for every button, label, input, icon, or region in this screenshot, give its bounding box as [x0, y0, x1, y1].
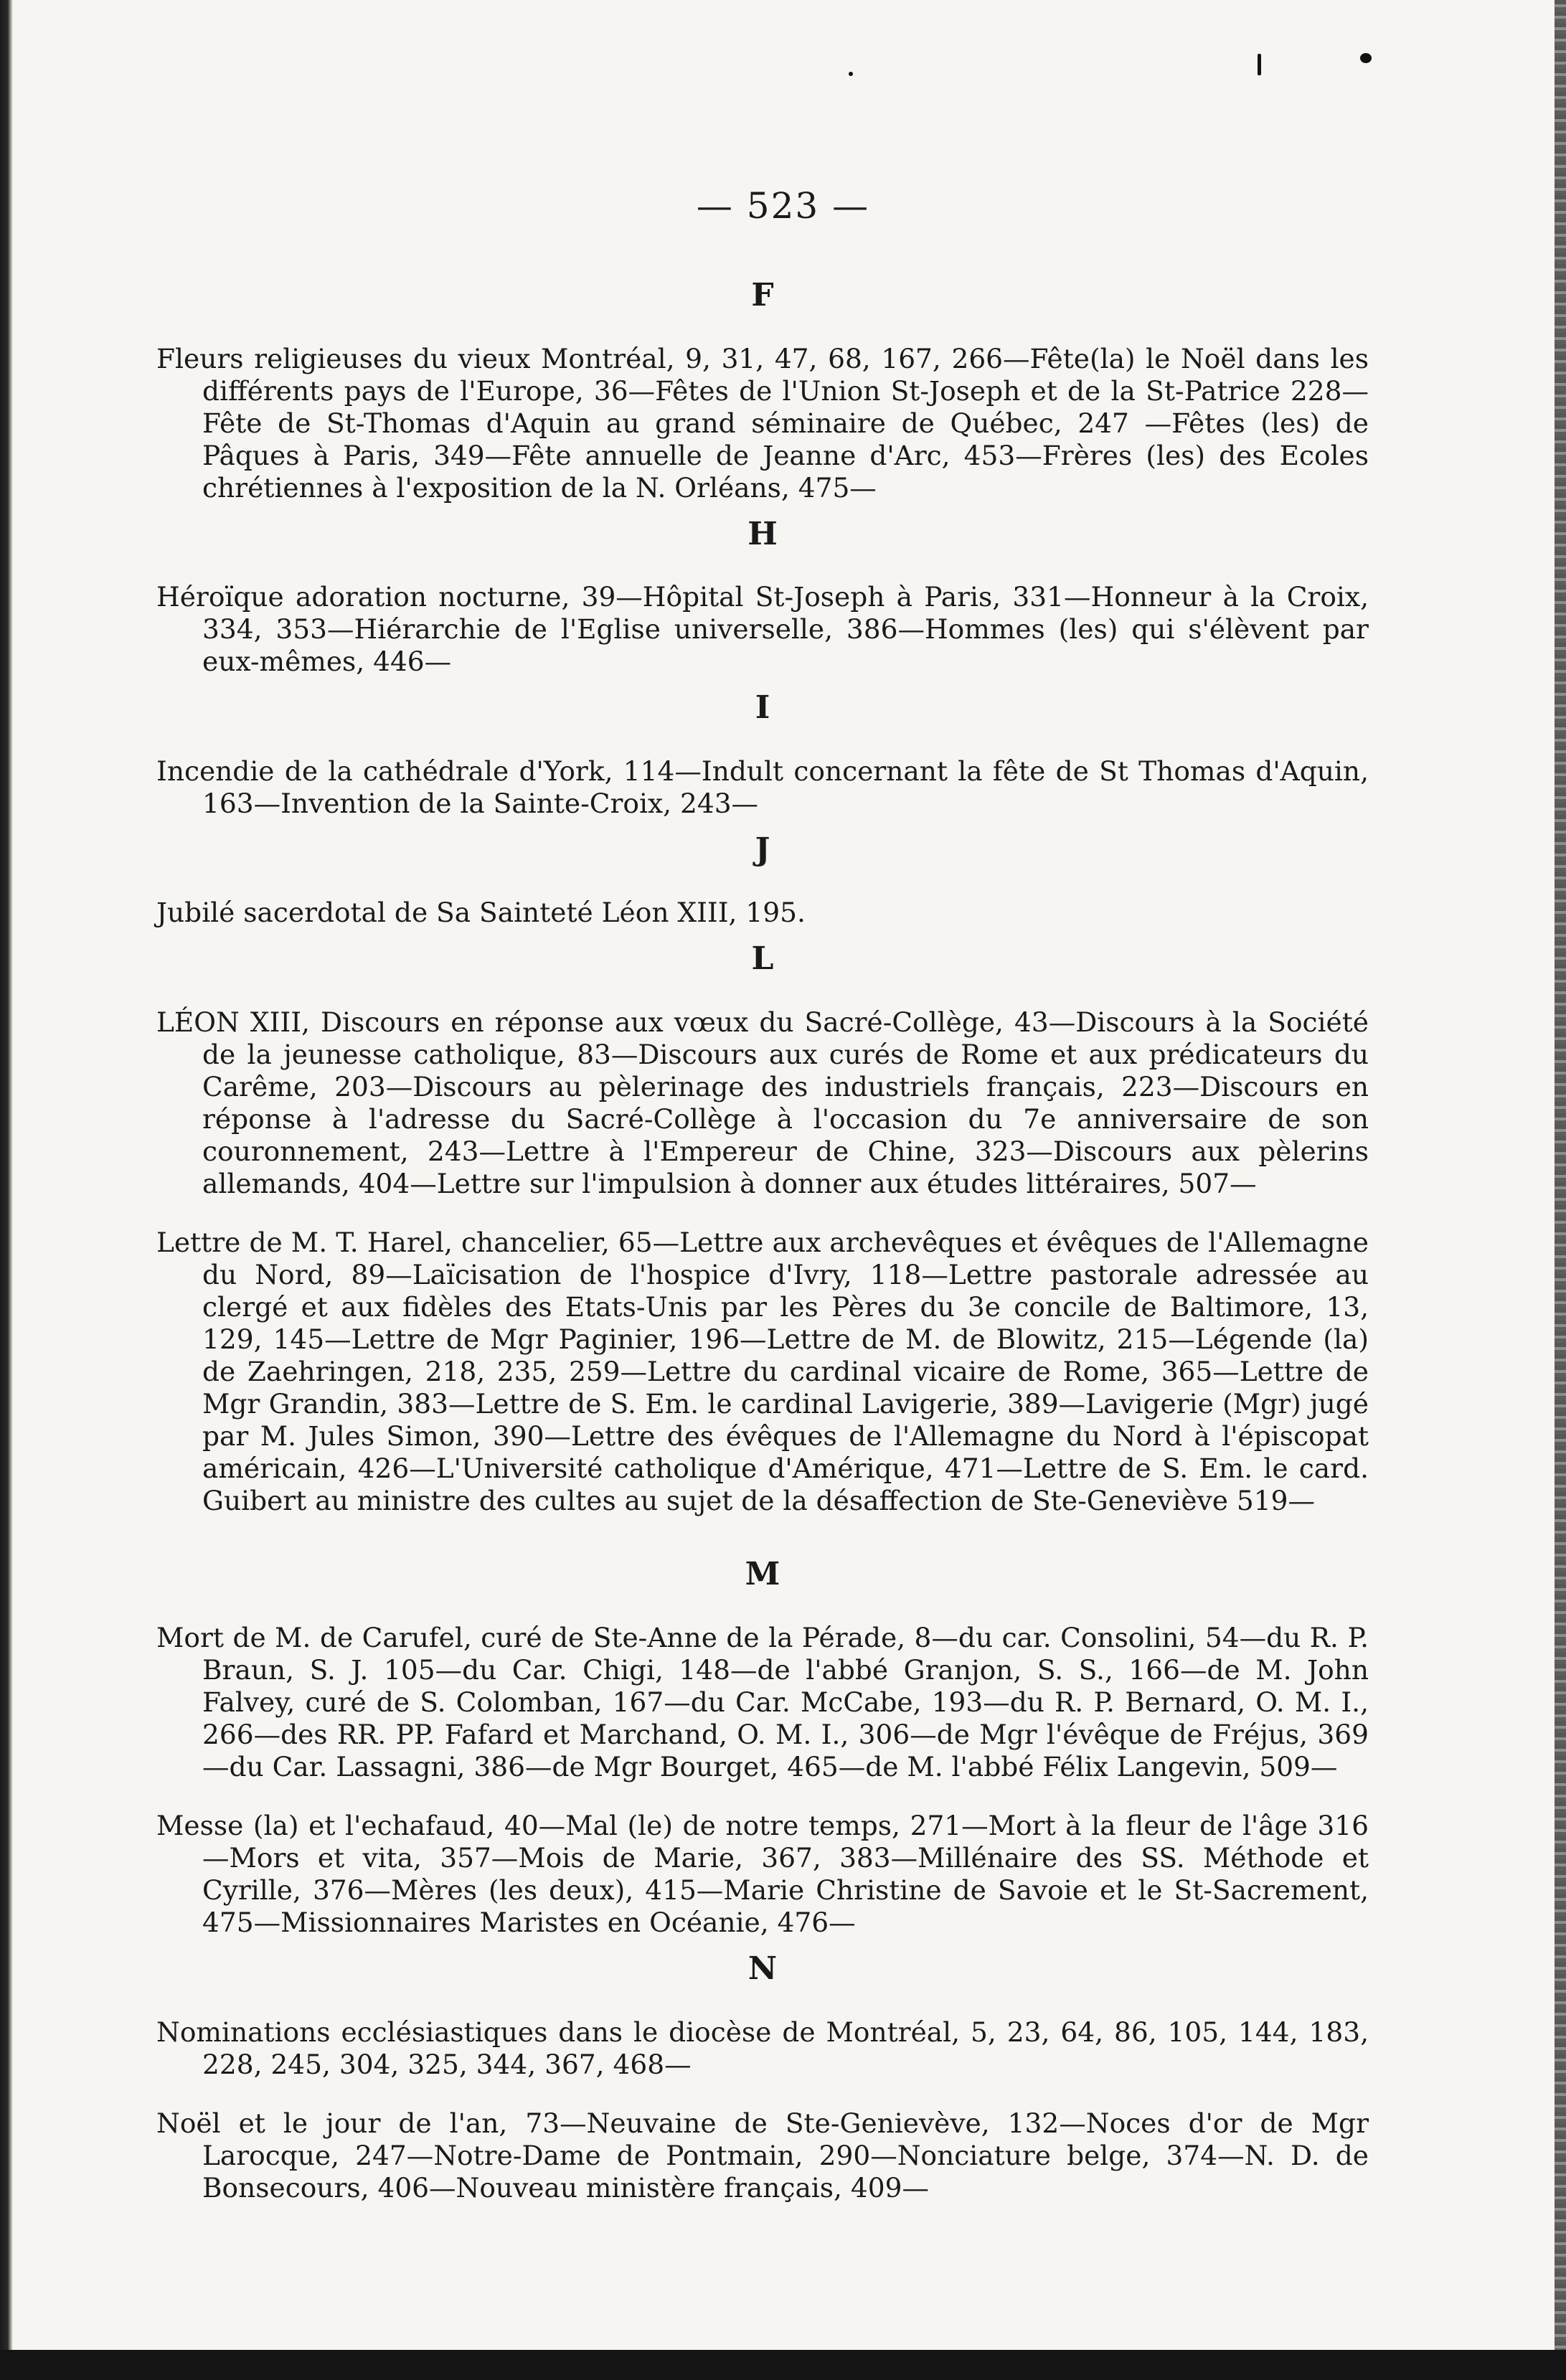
ink-speck	[1258, 54, 1261, 75]
section-i	[156, 688, 1369, 820]
section-spacer	[156, 1520, 1369, 1544]
section-letter: N	[747, 1950, 778, 1987]
index-entry: Incendie de la cathédrale d'York, 114—Indult concernant la fête de St Thomas d'Aquin, 163—Invention de la Sainte-Croix, 243—	[156, 755, 1369, 819]
index-body	[156, 265, 1369, 2207]
index-entry: Héroïque adoration nocturne, 39—Hôpital St-Joseph à Paris, 331—Honneur à la Croix, 334, 353—Hiérarchie de l'Eglise universelle, 386—Hommes (les) qui s'élèvent par eux-mêmes, 446—	[156, 581, 1369, 677]
index-entry: Lettre de M. T. Harel, chancelier, 65—Lettre aux archevêques et évêques de l'Allemagne du Nord, 89—Laïcisation de l'hospice d'Ivry, 118—Lettre pastorale adressée au clergé et aux fidèles des Etats-Unis par les Pères du 3e concile de Baltimore, 13, 129, 145—Lettre de Mgr Paginier, 196—Lettre de M. de Blowitz, 215—Légende (la) de Zaehringen, 218, 235, 259—Lettre du cardinal vicaire de Rome, 365—Lettre de Mgr Grandin, 383—Lettre de S. Em. le cardinal Lavigerie, 389—Lavigerie (Mgr) jugé par M. Jules Simon, 390—Lettre des évêques de l'Allemagne du Nord à l'épiscopat américain, 426—L'Université catholique d'Amérique, 471—Lettre de S. Em. le card. Guibert au ministre des cultes au sujet de la désaffection de Ste-Geneviève 519—	[156, 1227, 1369, 1516]
section-n	[156, 1949, 1369, 2204]
index-entry: LÉON XIII, Discours en réponse aux vœux du Sacré-Collège, 43—Discours à la Société de la jeunesse catholique, 83—Discours aux curés de Rome et aux prédicateurs du Carême, 203—Discours au pèlerinage des industriels français, 223—Discours en réponse à l'adresse du Sacré-Collège à l'occasion du 7e anniversaire de son couronnement, 243—Lettre à l'Empereur de Chine, 323—Discours aux pèlerins allemands, 404—Lettre sur l'impulsion à donner aux études littéraires, 507—	[156, 1006, 1369, 1199]
section-l	[156, 939, 1369, 1517]
section-j	[156, 830, 1369, 930]
section-f	[156, 275, 1369, 504]
right-scan-edge	[1555, 0, 1566, 2380]
section-h	[156, 514, 1369, 679]
ink-speck	[849, 72, 853, 76]
section-letter: J	[755, 831, 770, 868]
section-letter: F	[751, 277, 774, 313]
index-entry: Mort de M. de Carufel, curé de Ste-Anne de la Pérade, 8—du car. Consolini, 54—du R. P. Braun, S. J. 105—du Car. Chigi, 148—de l'abbé Granjon, S. S., 166—de M. John Falvey, curé de S. Colomban, 167—du Car. McCabe, 193—du R. P. Bernard, O. M. I., 266—des RR. PP. Fafard et Marchand, O. M. I., 306—de Mgr l'évêque de Fréjus, 369—du Car. Lassagni, 386—de Mgr Bourget, 465—de M. l'abbé Félix Langevin, 509—	[156, 1621, 1369, 1782]
section-m	[156, 1520, 1369, 1939]
bottom-scan-edge	[0, 2350, 1566, 2380]
index-entry: Fleurs religieuses du vieux Montréal, 9, 31, 47, 68, 167, 266—Fête(la) le Noël dans les différents pays de l'Europe, 36—Fêtes de l'Union St-Joseph et de la St-Patrice 228—Fête de St-Thomas d'Aquin au grand séminaire de Québec, 247 —Fêtes (les) de Pâques à Paris, 349—Fête annuelle de Jeanne d'Arc, 453—Frères (les) des Ecoles chrétiennes à l'exposition de la N. Orléans, 475—	[156, 342, 1369, 504]
ink-speck	[1360, 53, 1372, 63]
index-entry: Messe (la) et l'echafaud, 40—Mal (le) de notre temps, 271—Mort à la fleur de l'âge 316—Mors et vita, 357—Mois de Marie, 367, 383—Millénaire des SS. Méthode et Cyrille, 376—Mères (les deux), 415—Marie Christine de Savoie et le St-Sacrement, 475—Missionnaires Maristes en Océanie, 476—	[156, 1810, 1369, 1938]
left-scan-edge	[0, 0, 13, 2380]
index-entry: Jubilé sacerdotal de Sa Sainteté Léon XIII, 195.	[156, 897, 806, 928]
index-entry: Nominations ecclésiastiques dans le diocèse de Montréal, 5, 23, 64, 86, 105, 144, 183, 228, 245, 304, 325, 344, 367, 468—	[156, 2016, 1369, 2080]
section-letter: L	[751, 940, 774, 977]
section-letter: I	[755, 689, 770, 726]
page-number: — 523 —	[696, 185, 870, 227]
section-letter: M	[745, 1556, 780, 1592]
index-entry: Noël et le jour de l'an, 73—Neuvaine de Ste-Genievève, 132—Noces d'or de Mgr Larocque, 247—Notre-Dame de Pontmain, 290—Nonciature belge, 374—N. D. de Bonsecours, 406—Nouveau ministère français, 409—	[156, 2107, 1369, 2204]
section-letter: H	[747, 515, 778, 552]
